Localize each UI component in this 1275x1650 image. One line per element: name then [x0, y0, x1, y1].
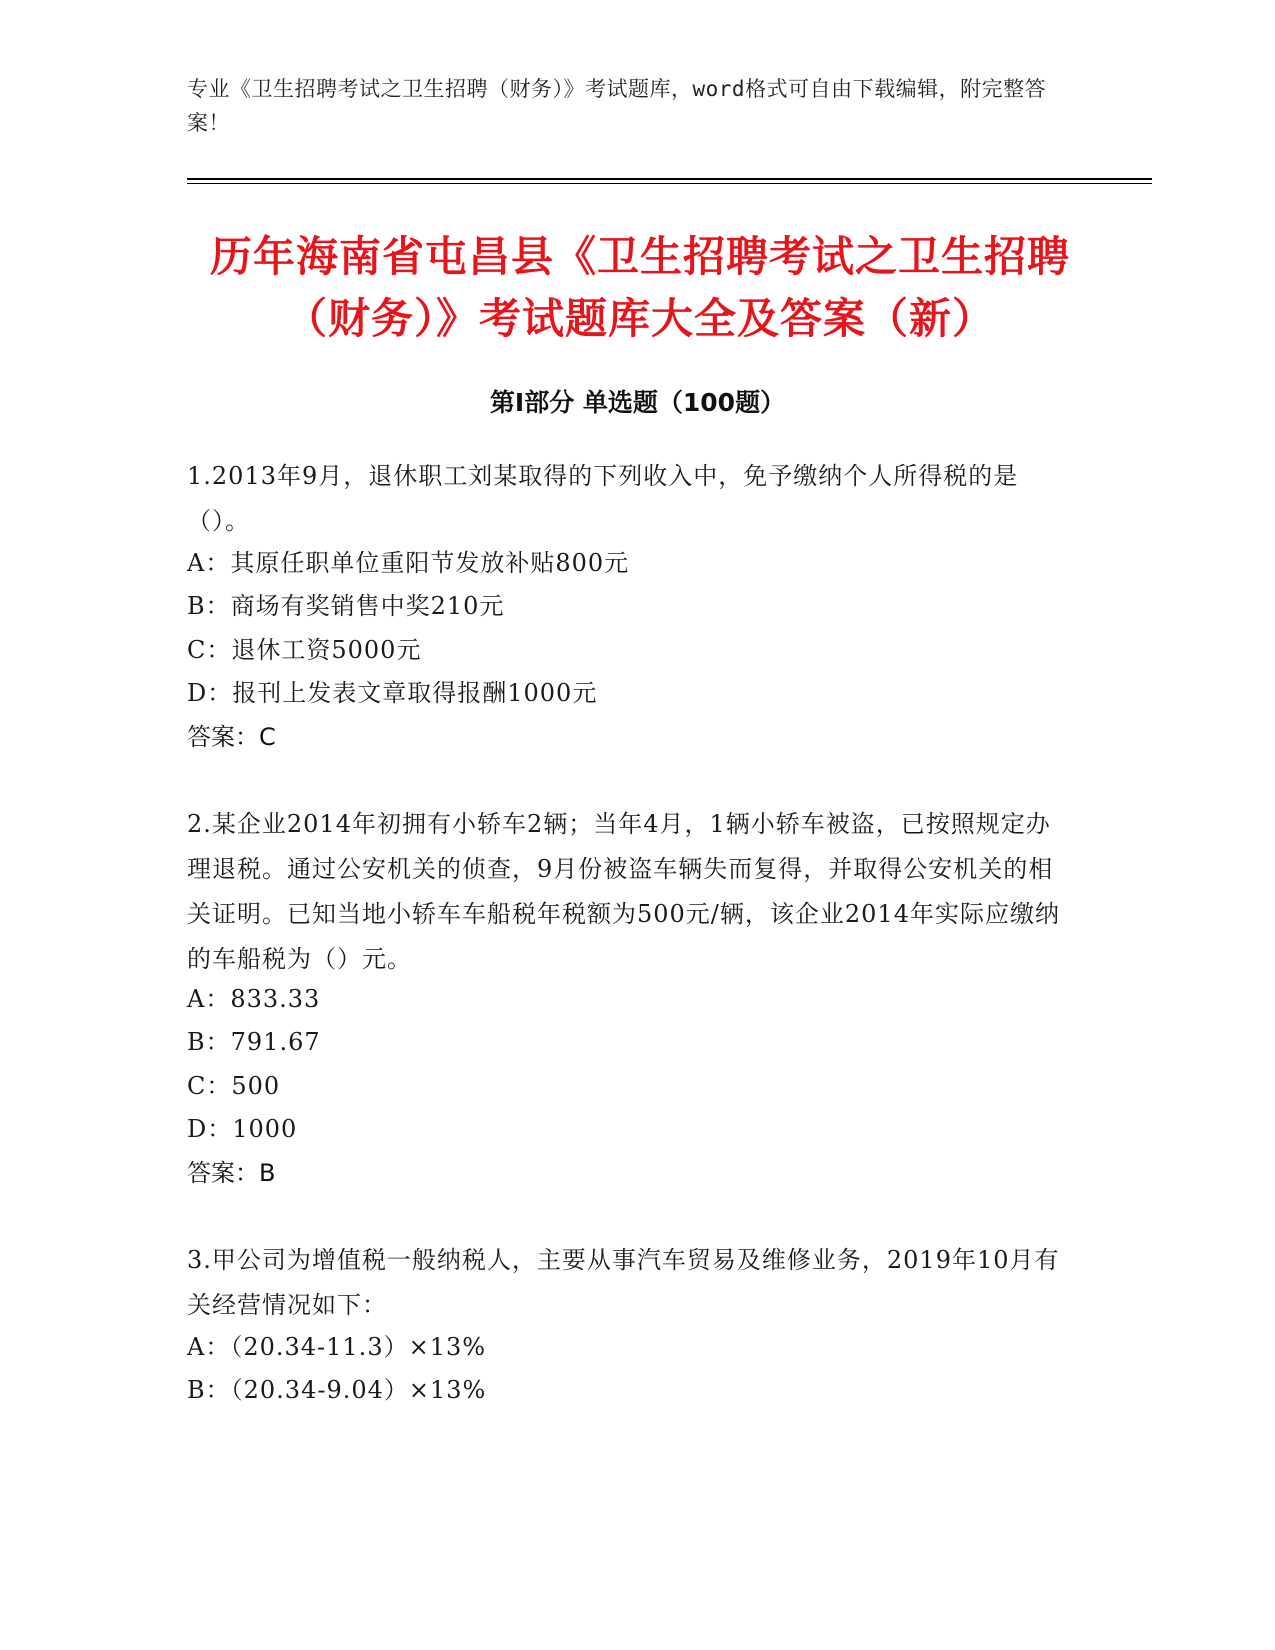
- question-1-option-b: B：商场有奖销售中奖210元: [187, 592, 505, 620]
- question-3-text: 3.甲公司为增值税一般纳税人，主要从事汽车贸易及维修业务，2019年10月有关经营情况如下：: [187, 1246, 1060, 1319]
- header-divider-thick: [187, 178, 1152, 180]
- question-1-option-d: D：报刊上发表文章取得报酬1000元: [187, 679, 598, 707]
- question-1-answer: 答案：C: [187, 723, 276, 751]
- question-1-text: 1.2013年9月，退休职工刘某取得的下列收入中，免予缴纳个人所得税的是（）。: [187, 462, 1019, 535]
- document-title: 历年海南省屯昌县《卫生招聘考试之卫生招聘（财务）》考试题库大全及答案（新）: [209, 232, 1070, 343]
- question-1-option-a: A：其原任职单位重阳节发放补贴800元: [187, 549, 630, 577]
- question-1-option-c: C：退休工资5000元: [187, 636, 422, 664]
- question-2-option-d: D：1000: [187, 1115, 298, 1143]
- question-3-option-a: A：（20.34-11.3）×13%: [187, 1333, 487, 1361]
- question-2-option-c: C：500: [187, 1072, 281, 1100]
- question-3-option-b: B：（20.34-9.04）×13%: [187, 1376, 487, 1404]
- question-2-option-b: B：791.67: [187, 1028, 321, 1056]
- header-note: 专业《卫生招聘考试之卫生招聘（财务）》考试题库，word格式可自由下载编辑，附完整答案！: [187, 77, 1047, 135]
- section-title: 第Ⅰ部分 单选题（100题）: [489, 388, 786, 417]
- question-2-text: 2.某企业2014年初拥有小轿车2辆；当年4月，1辆小轿车被盗，已按照规定办理退税。通过公安机关的侦查，9月份被盗车辆失而复得，并取得公安机关的相关证明。已知当地小轿车车船税年税额为500元/辆，该企业2014年实际应缴纳的车船税为（）元。: [187, 810, 1060, 973]
- question-2-option-a: A：833.33: [187, 985, 321, 1013]
- header-divider-thin: [187, 183, 1152, 184]
- question-2-answer: 答案：B: [187, 1159, 276, 1187]
